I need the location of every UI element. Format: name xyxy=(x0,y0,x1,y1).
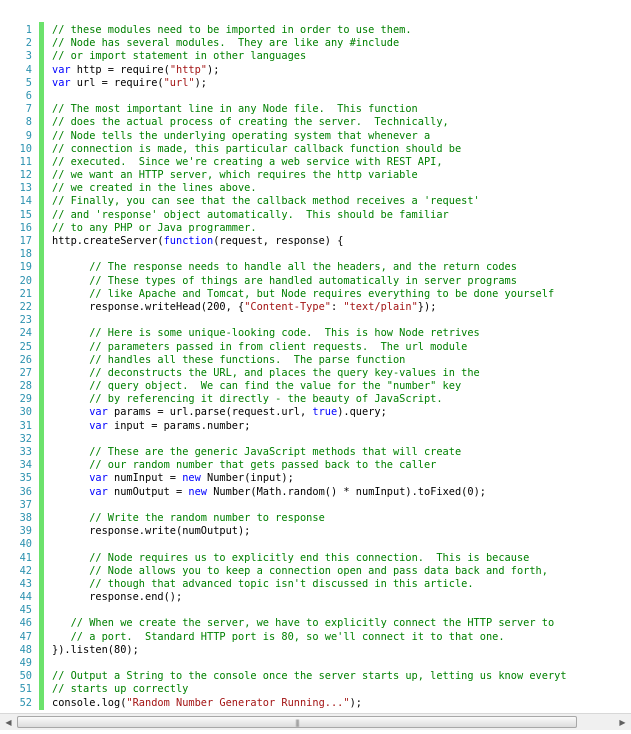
comment-token: // to any PHP or Java programmer. xyxy=(52,221,257,234)
code-line[interactable] xyxy=(52,525,631,538)
code-line[interactable] xyxy=(52,459,631,472)
indent xyxy=(52,393,89,405)
code-area[interactable] xyxy=(52,24,631,710)
line-number-gutter xyxy=(0,24,34,710)
code-token: input = params.number; xyxy=(107,419,251,432)
code-line[interactable] xyxy=(52,327,631,340)
comment-token: // handles all these functions. The parse function xyxy=(89,353,406,366)
code-line[interactable] xyxy=(52,617,631,630)
line-number: 52 xyxy=(19,696,32,709)
code-line[interactable] xyxy=(52,578,631,591)
comment-token: // Output a String to the console once the server starts up, letting us know everyt xyxy=(52,670,567,683)
line-number: 2 xyxy=(25,37,32,50)
line-number: 10 xyxy=(19,142,32,155)
code-line[interactable] xyxy=(52,143,631,156)
string-token: "url" xyxy=(163,76,195,89)
keyword-token: var xyxy=(89,472,108,485)
code-line[interactable] xyxy=(52,420,631,433)
line-number: 14 xyxy=(19,195,32,208)
scroll-right-arrow-icon[interactable]: ▶ xyxy=(619,718,626,727)
code-line[interactable] xyxy=(52,683,631,696)
code-line[interactable] xyxy=(52,103,631,116)
string-token: "http" xyxy=(169,63,208,76)
comment-token: // a port. Standard HTTP port is 80, so we'll connect it to that one. xyxy=(70,630,505,643)
code-line[interactable] xyxy=(52,288,631,301)
indent xyxy=(52,631,71,643)
line-number: 20 xyxy=(19,274,32,287)
code-token: ).query; xyxy=(337,406,387,419)
code-line[interactable] xyxy=(52,301,631,314)
comment-token: // though that advanced topic isn't discussed in this article. xyxy=(89,577,474,590)
comment-token: // These are the generic JavaScript methods that will create xyxy=(89,446,462,458)
indent xyxy=(52,420,89,432)
code-line[interactable] xyxy=(52,446,631,459)
keyword-token: new xyxy=(182,472,201,485)
code-line[interactable] xyxy=(52,486,631,499)
comment-token: // Finally, you can see that the callback method receives a 'request' xyxy=(52,195,480,208)
comment-token: // starts up correctly xyxy=(52,683,189,696)
indent xyxy=(52,525,89,537)
line-number: 51 xyxy=(19,683,32,696)
code-token: url = require( xyxy=(70,76,164,89)
code-line[interactable] xyxy=(52,591,631,604)
comment-token: // Write the random number to response xyxy=(89,511,325,524)
keyword-token: var xyxy=(52,63,71,76)
line-number: 23 xyxy=(19,314,32,327)
horizontal-scrollbar[interactable] xyxy=(0,713,631,730)
code-token: }).listen(80); xyxy=(52,643,139,656)
line-number: 6 xyxy=(25,89,32,102)
code-line[interactable] xyxy=(52,116,631,129)
line-number: 34 xyxy=(19,459,32,472)
code-line[interactable] xyxy=(52,222,631,235)
code-line[interactable] xyxy=(52,130,631,143)
line-number: 25 xyxy=(19,340,32,353)
code-line[interactable] xyxy=(52,512,631,525)
keyword-token: true xyxy=(312,406,338,419)
code-token: Number(input); xyxy=(200,472,294,485)
line-number: 33 xyxy=(19,446,32,458)
code-token: Number(Math.random() * numInput).toFixed(0); xyxy=(207,485,486,498)
line-number: 32 xyxy=(19,432,32,445)
code-line[interactable] xyxy=(52,406,631,419)
line-number: 7 xyxy=(25,103,32,116)
line-number: 3 xyxy=(25,50,32,63)
indent xyxy=(52,354,89,366)
code-line[interactable] xyxy=(52,37,631,50)
keyword-token: var xyxy=(52,76,71,89)
code-line[interactable] xyxy=(52,499,631,512)
line-number: 40 xyxy=(19,538,32,551)
string-token: "Random Number Generator Running..." xyxy=(126,696,350,709)
comment-token: // These types of things are handled automatically in server programs xyxy=(89,274,517,287)
line-number: 48 xyxy=(19,643,32,656)
keyword-token: var xyxy=(89,485,108,498)
line-number: 41 xyxy=(19,551,32,564)
code-token: ); xyxy=(194,76,208,89)
indent xyxy=(52,301,89,313)
code-line[interactable] xyxy=(52,341,631,354)
line-number: 30 xyxy=(19,406,32,419)
comment-token: // we want an HTTP server, which requires the http variable xyxy=(52,169,418,182)
code-line[interactable] xyxy=(52,248,631,261)
indent xyxy=(52,341,89,353)
indent xyxy=(52,565,89,577)
code-line[interactable] xyxy=(52,697,631,710)
comment-token: // Node allows you to keep a connection open and pass data back and forth, xyxy=(89,564,548,577)
code-line[interactable] xyxy=(52,393,631,406)
code-token: response.write(numOutput); xyxy=(89,525,251,538)
code-line[interactable] xyxy=(52,235,631,248)
code-line[interactable] xyxy=(52,169,631,182)
scrollbar-thumb[interactable] xyxy=(17,716,577,728)
line-number: 9 xyxy=(25,129,32,142)
line-number: 28 xyxy=(19,380,32,393)
code-line[interactable] xyxy=(52,64,631,77)
comment-token: // executed. Since we're creating a web service with REST API, xyxy=(52,155,443,168)
line-number: 31 xyxy=(19,419,32,432)
scrollbar-track[interactable] xyxy=(17,715,614,730)
line-number: 24 xyxy=(19,327,32,340)
code-line[interactable] xyxy=(52,657,631,670)
line-number: 12 xyxy=(19,169,32,182)
line-number: 39 xyxy=(19,525,32,538)
line-number: 15 xyxy=(19,208,32,221)
code-line[interactable] xyxy=(52,644,631,657)
code-line[interactable] xyxy=(52,354,631,367)
indent xyxy=(52,512,89,524)
code-line[interactable] xyxy=(52,195,631,208)
line-number: 19 xyxy=(19,261,32,274)
code-line[interactable] xyxy=(52,209,631,222)
comment-token: // Node has several modules. They are like any #include xyxy=(52,37,400,50)
line-number: 4 xyxy=(25,63,32,76)
comment-token: // Node tells the underlying operating system that whenever a xyxy=(52,129,431,142)
comment-token: // we created in the lines above. xyxy=(52,182,257,195)
line-number: 16 xyxy=(19,221,32,234)
line-number: 17 xyxy=(19,235,32,247)
keyword-token: new xyxy=(188,485,208,498)
code-line[interactable] xyxy=(52,538,631,551)
code-token: http = require( xyxy=(70,63,170,76)
code-line[interactable] xyxy=(52,367,631,380)
line-number: 44 xyxy=(19,591,32,604)
comment-token: // deconstructs the URL, and places the query key-values in the xyxy=(89,366,480,379)
code-line[interactable] xyxy=(52,156,631,169)
line-number: 1 xyxy=(25,24,32,36)
line-number: 35 xyxy=(19,472,32,485)
code-line[interactable] xyxy=(52,261,631,274)
keyword-token: var xyxy=(89,419,108,432)
string-token: "text/plain" xyxy=(343,300,418,313)
scroll-left-arrow-icon[interactable]: ◀ xyxy=(5,718,12,727)
line-number: 11 xyxy=(19,155,32,168)
line-number: 45 xyxy=(19,604,32,617)
code-line[interactable] xyxy=(52,275,631,288)
code-line[interactable] xyxy=(52,670,631,683)
comment-token: // and 'response' object automatically. This should be familiar xyxy=(52,208,449,221)
indent xyxy=(52,446,89,458)
string-token: "Content-Type" xyxy=(244,300,331,313)
comment-token: // The response needs to handle all the headers, and the return codes xyxy=(89,261,517,274)
code-token: params = url.parse(request.url, xyxy=(107,406,313,419)
code-line[interactable] xyxy=(52,24,631,37)
code-token: http.createServer( xyxy=(52,235,164,247)
line-number: 50 xyxy=(19,670,32,683)
code-token: response.end(); xyxy=(89,591,183,604)
code-line[interactable] xyxy=(52,380,631,393)
code-token: }); xyxy=(417,300,437,313)
code-line[interactable] xyxy=(52,565,631,578)
line-number: 42 xyxy=(19,564,32,577)
comment-token: // The most important line in any Node file. This function xyxy=(52,103,418,116)
code-line[interactable] xyxy=(52,552,631,565)
code-token: console.log( xyxy=(52,696,127,709)
line-number: 8 xyxy=(25,116,32,129)
scrollbar-grip-icon: ||| xyxy=(294,719,300,727)
code-line[interactable] xyxy=(52,314,631,327)
indent xyxy=(52,591,89,603)
indent xyxy=(52,275,89,287)
comment-token: // connection is made, this particular callback function should be xyxy=(52,142,462,155)
comment-token: // Node requires us to explicitly end this connection. This is because xyxy=(89,551,530,564)
comment-token: // parameters passed in from client requests. The url module xyxy=(89,340,468,353)
change-indicator-bar xyxy=(39,22,44,710)
line-number: 18 xyxy=(19,248,32,261)
keyword-token: var xyxy=(89,406,108,419)
comment-token: // When we create the server, we have to explicitly connect the HTTP server to xyxy=(70,617,555,630)
code-line[interactable] xyxy=(52,90,631,103)
code-line[interactable] xyxy=(52,50,631,63)
line-number: 21 xyxy=(19,287,32,300)
line-number: 36 xyxy=(19,485,32,498)
code-line[interactable] xyxy=(52,472,631,485)
indent xyxy=(52,367,89,379)
comment-token: // Here is some unique-looking code. This is how Node retrives xyxy=(89,327,480,340)
line-number: 29 xyxy=(19,393,32,406)
line-number: 43 xyxy=(19,577,32,590)
indent xyxy=(52,327,89,339)
comment-token: // like Apache and Tomcat, but Node requires everything to be done yourself xyxy=(89,287,555,300)
code-token: : xyxy=(330,300,344,313)
code-token: ); xyxy=(207,63,220,76)
code-line[interactable] xyxy=(52,604,631,617)
indent xyxy=(52,617,71,629)
line-number: 13 xyxy=(19,182,32,195)
line-number: 38 xyxy=(19,511,32,524)
indent xyxy=(52,459,89,471)
comment-token: // does the actual process of creating the server. Technically, xyxy=(52,116,449,129)
line-number: 27 xyxy=(19,366,32,379)
line-number: 46 xyxy=(19,617,32,630)
code-token: response.writeHead(200, { xyxy=(89,300,245,313)
code-line[interactable] xyxy=(52,631,631,644)
indent xyxy=(52,261,89,273)
code-line[interactable] xyxy=(52,77,631,90)
indent xyxy=(52,406,89,418)
code-line[interactable] xyxy=(52,433,631,446)
keyword-token: function xyxy=(163,235,214,247)
indent xyxy=(52,288,89,300)
comment-token: // or import statement in other languages xyxy=(52,50,307,63)
code-token: numOutput = xyxy=(107,485,189,498)
line-number: 5 xyxy=(25,76,32,89)
code-token: ); xyxy=(349,696,362,709)
indent xyxy=(52,552,89,564)
line-number: 47 xyxy=(19,630,32,643)
comment-token: // our random number that gets passed back to the caller xyxy=(89,459,437,472)
indent xyxy=(52,486,89,498)
indent xyxy=(52,472,89,484)
comment-token: // query object. We can find the value for the "number" key xyxy=(89,380,462,393)
code-token: (request, response) { xyxy=(213,235,344,247)
line-number: 26 xyxy=(19,353,32,366)
line-number: 22 xyxy=(19,300,32,313)
indent xyxy=(52,578,89,590)
code-token: numInput = xyxy=(107,472,183,485)
comment-token: // these modules need to be imported in order to use them. xyxy=(52,24,412,36)
indent xyxy=(52,380,89,392)
line-number: 37 xyxy=(19,498,32,511)
comment-token: // by referencing it directly - the beauty of JavaScript. xyxy=(89,393,443,406)
line-number: 49 xyxy=(19,657,32,669)
code-line[interactable] xyxy=(52,182,631,195)
